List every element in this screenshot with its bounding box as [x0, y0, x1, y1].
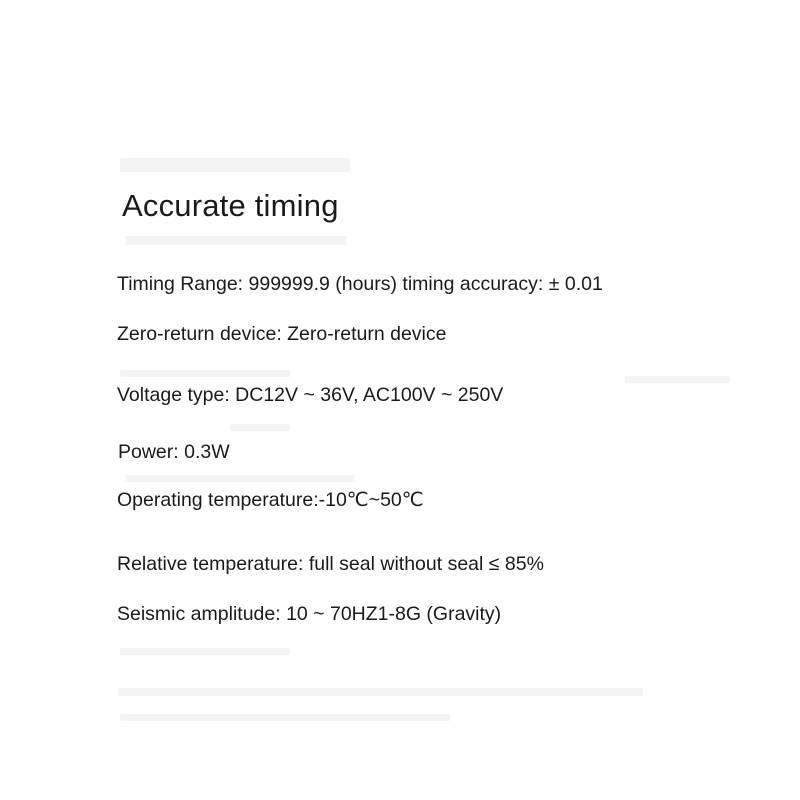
- page-title: Accurate timing: [122, 188, 339, 223]
- background-ghost: [118, 688, 643, 696]
- spec-power: Power: 0.3W: [118, 441, 230, 463]
- spec-zero-return: Zero-return device: Zero-return device: [117, 323, 447, 345]
- background-ghost: [125, 475, 355, 482]
- spec-voltage-type: Voltage type: DC12V ~ 36V, AC100V ~ 250V: [117, 384, 504, 406]
- background-ghost: [120, 370, 290, 377]
- background-ghost: [230, 424, 290, 431]
- background-ghost: [120, 648, 290, 655]
- background-ghost: [120, 714, 450, 721]
- spec-timing-range: Timing Range: 999999.9 (hours) timing accuracy: ± 0.01: [117, 273, 603, 295]
- spec-operating-temperature: Operating temperature:-10℃~50℃: [117, 489, 424, 511]
- background-ghost: [120, 158, 350, 172]
- background-ghost: [625, 376, 730, 383]
- spec-relative-temperature: Relative temperature: full seal without seal ≤ 85%: [117, 553, 544, 575]
- background-ghost: [125, 236, 347, 245]
- spec-seismic-amplitude: Seismic amplitude: 10 ~ 70HZ1-8G (Gravity): [117, 603, 502, 625]
